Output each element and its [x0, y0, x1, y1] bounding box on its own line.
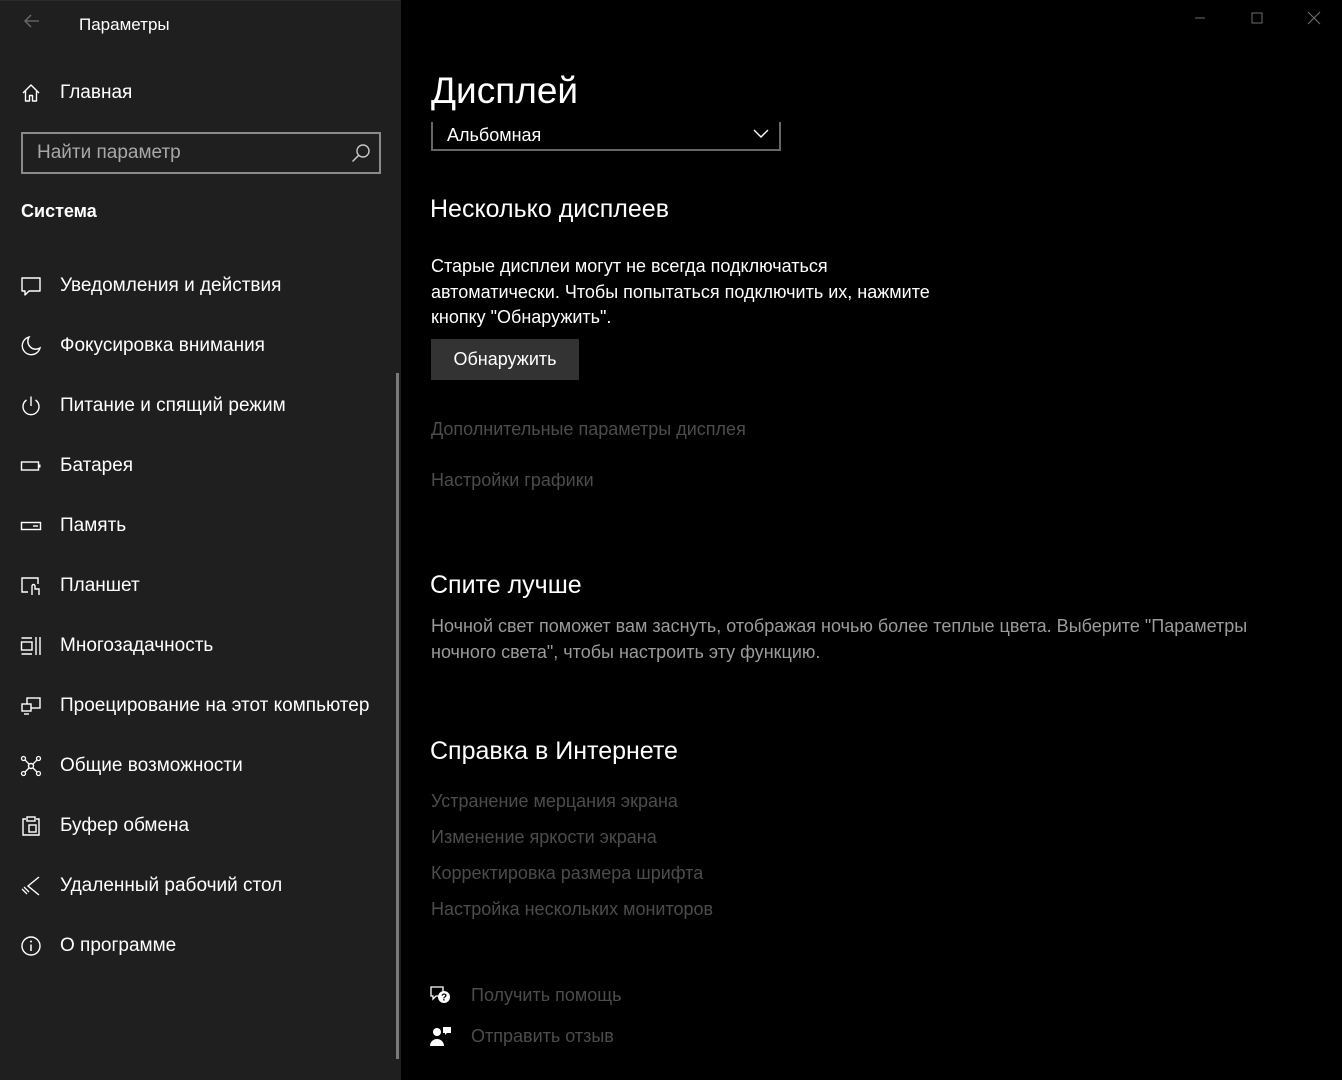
- detect-button[interactable]: Обнаружить: [431, 339, 579, 380]
- close-icon: [1307, 11, 1321, 30]
- storage-icon: [20, 515, 42, 537]
- notification-icon: [20, 275, 42, 297]
- advanced-display-settings-link[interactable]: Дополнительные параметры дисплея: [431, 419, 746, 439]
- sidebar-item-clipboard[interactable]: [0, 800, 398, 852]
- orientation-value: Альбомная: [447, 125, 542, 145]
- give-feedback-link[interactable]: [429, 1021, 614, 1051]
- sidebar-item-home[interactable]: [0, 73, 401, 113]
- sidebar-item-label: Уведомления и действия: [60, 275, 282, 296]
- window-controls: [1171, 0, 1342, 40]
- description-line: Старые дисплеи могут не всегда подключаться: [431, 256, 828, 276]
- svg-text:?: ?: [440, 992, 448, 1004]
- sidebar-item-label: Проецирование на этот компьютер: [60, 695, 370, 716]
- help-link-screen-brightness[interactable]: Изменение яркости экрана: [431, 827, 657, 847]
- multiple-displays-description: [431, 254, 930, 331]
- sleep-better-description: [431, 613, 1247, 665]
- search-box[interactable]: [21, 132, 381, 174]
- maximize-icon: [1251, 11, 1263, 29]
- sidebar-item-tablet[interactable]: [0, 560, 398, 612]
- sidebar-item-label: О программе: [60, 935, 177, 956]
- info-icon: [20, 935, 42, 957]
- remote-desktop-icon: [20, 875, 42, 897]
- sidebar-item-remote-desktop[interactable]: [0, 860, 398, 912]
- minimize-icon: [1194, 11, 1206, 29]
- app-title: Параметры: [79, 15, 170, 34]
- sidebar-item-shared-experiences[interactable]: [0, 740, 398, 792]
- description-line: Ночной свет поможет вам заснуть, отображая ночью более теплые цвета. Выберите "Параметры: [431, 616, 1248, 636]
- tablet-icon: [20, 575, 42, 597]
- moon-icon: [20, 335, 42, 357]
- help-link-multiple-monitors[interactable]: Настройка нескольких мониторов: [431, 899, 714, 919]
- sidebar-item-notifications[interactable]: [0, 260, 398, 312]
- sidebar-home-label: Главная: [60, 82, 133, 103]
- sidebar-scrollbar[interactable]: [396, 373, 399, 1059]
- chat-help-icon: [429, 983, 453, 1007]
- search-icon[interactable]: [351, 143, 371, 163]
- close-button[interactable]: [1285, 0, 1342, 40]
- web-help-heading: Справка в Интернете: [430, 737, 678, 765]
- orientation-dropdown[interactable]: [431, 122, 781, 151]
- search-input[interactable]: [37, 142, 337, 164]
- shared-experiences-icon: [20, 755, 42, 777]
- sidebar-item-battery[interactable]: [0, 440, 398, 492]
- description-line: кнопку "Обнаружить".: [431, 307, 612, 327]
- battery-icon: [20, 455, 42, 477]
- main-content: [401, 0, 1342, 1080]
- sidebar-item-label: Многозадачность: [60, 635, 214, 656]
- get-help-label: Получить помощь: [471, 984, 622, 1005]
- sidebar-item-label: Планшет: [60, 575, 140, 596]
- multiple-displays-heading: Несколько дисплеев: [430, 195, 669, 223]
- description-line: ночного света", чтобы настроить эту функцию.: [431, 642, 821, 662]
- page-title: Дисплей: [431, 70, 579, 111]
- power-icon: [20, 395, 42, 417]
- sidebar-item-label: Батарея: [60, 455, 134, 476]
- back-arrow-icon: [24, 14, 40, 33]
- sidebar-item-projecting[interactable]: [0, 680, 398, 732]
- section-label-system: Система: [21, 201, 97, 221]
- sleep-better-heading: Спите лучше: [430, 571, 582, 599]
- graphics-settings-link[interactable]: Настройки графики: [431, 470, 594, 490]
- description-line: автоматически. Чтобы попытаться подключить их, нажмите: [431, 281, 930, 302]
- sidebar-item-label: Фокусировка внимания: [60, 335, 265, 356]
- feedback-person-icon: [429, 1024, 453, 1048]
- projecting-icon: [20, 695, 42, 717]
- sidebar: [0, 0, 401, 1080]
- sidebar-item-storage[interactable]: [0, 500, 398, 552]
- sidebar-item-label: Буфер обмена: [60, 815, 190, 836]
- sidebar-item-power[interactable]: [0, 380, 398, 432]
- sidebar-item-label: Удаленный рабочий стол: [60, 875, 283, 896]
- back-button[interactable]: [14, 7, 50, 39]
- give-feedback-label: Отправить отзыв: [471, 1025, 614, 1046]
- multitasking-icon: [20, 635, 42, 657]
- sidebar-item-multitasking[interactable]: [0, 620, 398, 672]
- sidebar-item-label: Память: [60, 515, 127, 536]
- home-icon: [20, 82, 42, 104]
- get-help-link[interactable]: [429, 980, 621, 1010]
- sidebar-item-focus-assist[interactable]: [0, 320, 398, 372]
- clipboard-icon: [20, 815, 42, 837]
- maximize-button[interactable]: [1228, 0, 1285, 40]
- minimize-button[interactable]: [1171, 0, 1228, 40]
- sidebar-item-about[interactable]: [0, 920, 398, 972]
- chevron-down-icon: [753, 126, 769, 144]
- help-link-screen-flicker[interactable]: Устранение мерцания экрана: [431, 791, 678, 811]
- help-link-font-size[interactable]: Корректировка размера шрифта: [431, 863, 704, 883]
- sidebar-item-label: Питание и спящий режим: [60, 395, 286, 416]
- sidebar-item-label: Общие возможности: [60, 755, 243, 776]
